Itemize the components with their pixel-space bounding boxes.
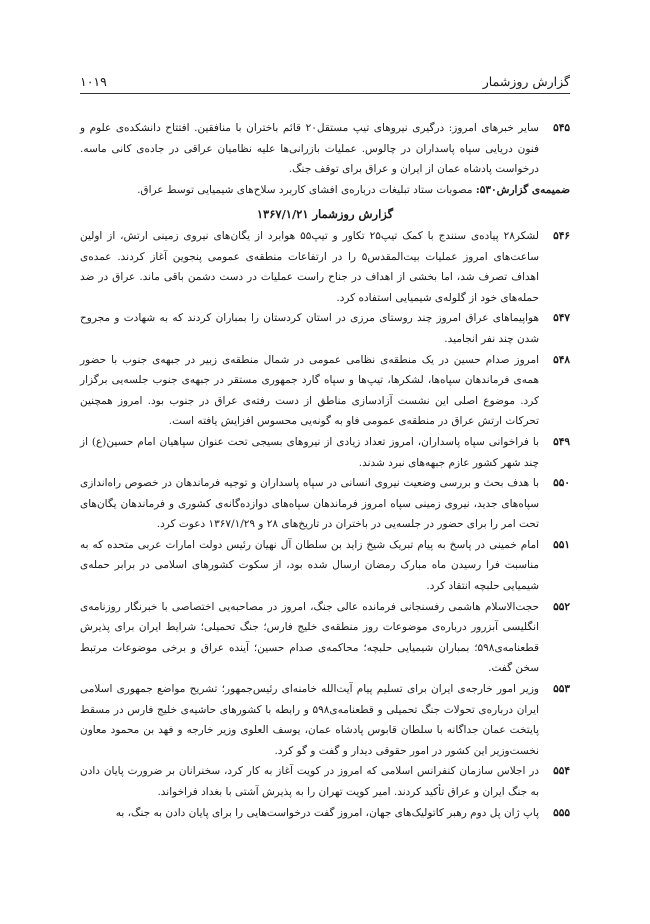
entry-number: ۵۴۹ (553, 435, 570, 448)
entry-549 (80, 432, 570, 473)
entry-546 (80, 226, 570, 308)
entry-text: لشکر۲۸ پیاده‌ی سنندج با کمک تیپ۲۵ تکاور و تیپ۵۵ هوابرد از یگان‌های نیروی زمینی ارتش، از اولین ساعت‌های امروز عملیات بیت‌المقدس۵ را در ارتفاعات منطقه‌ی عمومی پنجوین آغاز کردند. عمده‌ی اهداف تصرف شد، اما بخشی از اهداف در جناح راست عملیات در دست دشمن باقی ماند. عراق در ضد حمله‌های خود از گلوله‌ی شیمیایی استفاده کرد. (80, 229, 540, 304)
entry-number: ۵۵۱ (553, 538, 570, 551)
entry-number: ۵۴۵ (553, 122, 570, 134)
header-rule (80, 93, 570, 94)
entry-number: ۵۵۵ (553, 806, 570, 819)
running-title: گزارش روزشمار (482, 74, 570, 89)
entry-number: ۵۵۰ (553, 477, 570, 490)
entry-text: حجت‌الاسلام هاشمی رفسنجانی فرمانده عالی جنگ، امروز در مصاحبه‌یی اختصاصی با خبرنگار روزنامه‌ی انگلیسی آبزرور درباره‌ی موضوعات روز منطقه‌ی خلیج فارس؛ جنگ تحمیلی؛ شرایط ایران برای پذیرش قطعنامه‌ی۵۹۸؛ بمباران شیمیایی حلبچه؛ محاکمه‌ی صدام حسین؛ آینده عراق و برخی موضوعات مرتبط سخن گفت. (80, 600, 539, 675)
entry-number: ۵۴۸ (553, 353, 570, 366)
page-number: ۱۰۱۹ (80, 74, 107, 89)
entry-text: امروز صدام حسین در یک منطقه‌ی نظامی عمومی در شمال منطقه‌ی زبیر در جبهه‌ی جنوب با حضور همه‌ی فرماندهان سپاه‌ها، لشکرها، تیپ‌ها و سپاه گارد جمهوری مستقر در جبهه‌ی جنوب جلسه‌یی برگزار کرد. موضوع اصلی این نشست آزادسازی مناطق از دست رفته‌ی عراق در جنوب بود. امروز همچنین تحرکات ارتش عراق در منطقه‌ی عمومی فاو به گونه‌یی محسوس افزایش یافته است. (80, 353, 539, 428)
entry-548 (80, 350, 570, 432)
page-content (80, 118, 570, 823)
page-header (80, 66, 570, 94)
entry-text: با هدف بحث و بررسی وضعیت نیروی انسانی در سپاه پاسداران و توجیه فرماندهان در خصوص راه‌اندازی سپاه‌های جدید، نیروی زمینی سپاه امروز فرماندهان سپاه‌های دوازده‌گانه‌ی کشوری و فرماندهان یگان‌های تحت امر را برای حضور در جلسه‌یی در باختران در تاریخ‌های ۲۸ و ۱۳۶۷/۱/۲۹ دعوت کرد. (80, 477, 539, 531)
entry-text: در اجلاس سازمان کنفرانس اسلامی که امروز در کویت آغاز به کار کرد، سخنرانان بر ضرورت پایان دادن به جنگ ایران و عراق تأکید کردند. امیر کویت تهران را به پذیرش آشتی با بغداد فراخواند. (80, 765, 539, 798)
entry-number: ۵۴۷ (553, 312, 570, 325)
entry-text: با فراخوانی سپاه پاسداران، امروز تعداد زیادی از نیروهای بسیجی تحت عنوان سپاهیان امام حسین(ع) از چند شهر کشور عازم جبهه‌های نبرد شدند. (80, 435, 539, 469)
entry-551 (80, 535, 570, 597)
entry-554 (80, 761, 570, 802)
appendix-note (80, 180, 570, 201)
appendix-label: ضمیمه‌ی گزارش۵۳۰: (475, 183, 570, 196)
entry-text: هواپیماهای عراق امروز چند روستای مرزی در استان کردستان را بمباران کردند که به شهادت و مجروح شدن چند نفر انجامید. (80, 312, 539, 345)
section-title: گزارش روزشمار ۱۳۶۷/۱/۲۱ (256, 207, 394, 222)
entry-552 (80, 597, 570, 679)
entry-545 (80, 118, 570, 180)
appendix-text: مصوبات ستاد تبلیغات درباره‌ی افشای کاربرد سلاح‌های شیمیایی توسط عراق. (137, 183, 473, 196)
entry-number: ۵۴۶ (553, 229, 570, 242)
entry-number: ۵۵۳ (553, 683, 570, 696)
entry-553 (80, 679, 570, 761)
entry-text: سایر خبرهای امروز: درگیری نیروهای تیپ مستقل۲۰ قائم باختران با منافقین. افتتاح دانشکده‌ی علوم و فنون دریایی سپاه پاسداران در چالوس. عملیات بازرانی‌ها علیه نظامیان عراقی در جاده‌ی کانی ماسه. درخواست پادشاه عمان از ایران و عراق برای توقف جنگ. (80, 122, 539, 176)
entry-number: ۵۵۲ (553, 600, 570, 613)
entry-number: ۵۵۴ (553, 765, 570, 778)
entry-547 (80, 308, 570, 349)
entry-555 (80, 803, 570, 824)
entry-550 (80, 473, 570, 535)
entry-text: وزیر امور خارجه‌ی ایران برای تسلیم پیام آیت‌الله خامنه‌ای رئیس‌جمهور؛ تشریح مواضع جمهوری اسلامی ایران درباره‌ی تحولات جنگ تحمیلی و قطعنامه‌ی۵۹۸ و رابطه با کشورهای حاشیه‌ی خلیج فارس در مسقط پایتخت عمان جداگانه با سلطان قابوس پادشاه عمان، یوسف العلوی وزیر خارجه و فهد بن محمود معاون نخست‌وزیر این کشور در امور حقوقی دیدار و گفت و گو کرد. (80, 683, 539, 757)
entry-text: پاپ ژان پل دوم رهبر کاتولیک‌های جهان، امروز گفت درخواست‌هایی را برای پایان دادن به جنگ، به (115, 806, 539, 819)
entry-text: امام خمینی در پاسخ به پیام تبریک شیخ زاید بن سلطان آل نهیان رئیس دولت امارات عربی متحده که به مناسبت فرا رسیدن ماه مبارک رمضان ارسال شده بود، از سکوت کشورهای اسلامی در برابر حمله‌ی شیمیایی حلبچه انتقاد کرد. (80, 538, 539, 593)
